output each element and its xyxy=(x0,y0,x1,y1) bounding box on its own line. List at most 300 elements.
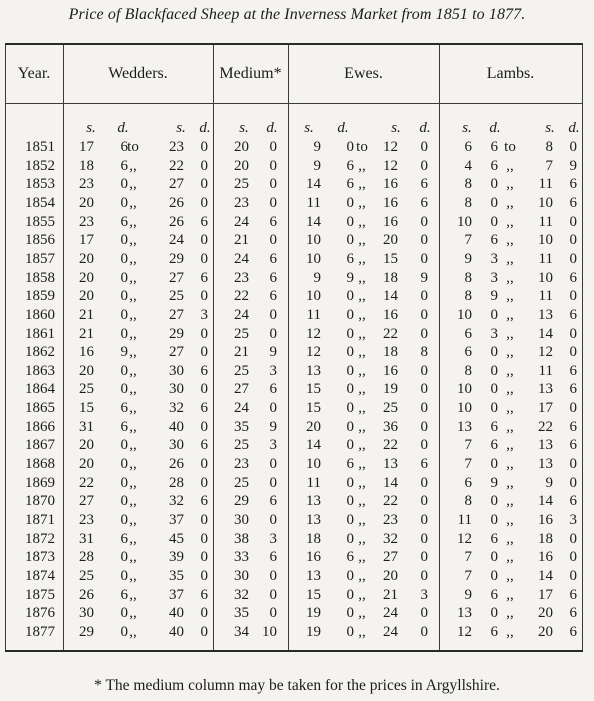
price-cell: 6 xyxy=(200,213,208,230)
price-cell: 0 xyxy=(420,418,428,435)
price-cell: 6 xyxy=(420,194,428,211)
header-rule xyxy=(5,103,583,104)
price-cell: 0 xyxy=(346,418,354,435)
price-cell: 0 xyxy=(420,400,428,417)
year-cell: 1864 xyxy=(25,381,55,398)
unit-shillings: s. xyxy=(86,120,96,136)
price-cell: 10 xyxy=(306,250,321,267)
price-cell: 15 xyxy=(306,381,321,398)
price-cell: 0 xyxy=(420,288,428,305)
ditto-mark: ,, xyxy=(506,213,514,230)
year-cell: 1870 xyxy=(25,493,55,510)
price-cell: 6 xyxy=(200,269,208,286)
ditto-mark: ,, xyxy=(129,194,137,211)
to-connector: to xyxy=(127,139,139,155)
price-cell: 4 xyxy=(464,157,472,174)
price-cell: 0 xyxy=(420,139,428,155)
price-cell: 0 xyxy=(420,512,428,528)
price-cell: 30 xyxy=(234,512,249,528)
price-cell: 23 xyxy=(79,213,94,230)
year-cell: 1858 xyxy=(25,269,55,286)
price-cell: 23 xyxy=(234,456,249,473)
price-cell: 24 xyxy=(383,623,398,640)
ditto-mark: ,, xyxy=(506,549,514,566)
price-cell: 8 xyxy=(464,176,472,193)
price-cell: 3 xyxy=(269,437,277,454)
ditto-mark: ,, xyxy=(129,623,137,640)
price-cell: 0 xyxy=(346,381,354,398)
price-cell: 20 xyxy=(383,232,398,249)
price-cell: 0 xyxy=(569,288,577,305)
price-cell: 0 xyxy=(420,250,428,267)
ditto-mark: ,, xyxy=(129,456,137,473)
price-cell: 10 xyxy=(306,288,321,305)
year-cell: 1877 xyxy=(25,623,55,640)
price-cell: 10 xyxy=(306,456,321,473)
price-cell: 0 xyxy=(420,437,428,454)
ditto-mark: ,, xyxy=(129,288,137,305)
ditto-mark: ,, xyxy=(506,306,514,323)
price-cell: 22 xyxy=(79,474,94,491)
unit-pence: d. xyxy=(419,120,431,136)
price-cell: 40 xyxy=(169,623,184,640)
price-cell: 0 xyxy=(569,250,577,267)
price-cell: 39 xyxy=(169,549,184,566)
price-cell: 6 xyxy=(346,176,354,193)
ditto-mark: ,, xyxy=(129,157,137,174)
price-cell: 6 xyxy=(346,157,354,174)
price-cell: 0 xyxy=(490,306,498,323)
price-cell: 0 xyxy=(569,139,577,155)
price-cell: 6 xyxy=(569,362,577,379)
price-cell: 0 xyxy=(490,194,498,211)
price-cell: 0 xyxy=(120,306,128,323)
year-cell: 1869 xyxy=(25,474,55,491)
ditto-mark: ,, xyxy=(506,362,514,379)
ditto-mark: ,, xyxy=(358,623,366,640)
price-cell: 10 xyxy=(457,381,472,398)
ditto-mark: ,, xyxy=(358,512,366,528)
price-cell: 12 xyxy=(457,623,472,640)
price-cell: 30 xyxy=(169,437,184,454)
price-cell: 0 xyxy=(200,549,208,566)
ditto-mark: ,, xyxy=(358,176,366,193)
ditto-mark: ,, xyxy=(129,306,137,323)
price-cell: 6 xyxy=(569,381,577,398)
price-cell: 19 xyxy=(306,623,321,640)
price-cell: 3 xyxy=(420,586,428,603)
ditto-mark: ,, xyxy=(358,381,366,398)
price-cell: 6 xyxy=(120,157,128,174)
price-cell: 6 xyxy=(120,530,128,547)
price-cell: 12 xyxy=(538,344,553,361)
price-cell: 36 xyxy=(383,418,398,435)
price-cell: 26 xyxy=(169,194,184,211)
price-cell: 6 xyxy=(120,139,128,155)
price-cell: 0 xyxy=(269,325,277,342)
price-cell: 6 xyxy=(420,176,428,193)
price-cell: 27 xyxy=(79,493,94,510)
price-cell: 0 xyxy=(200,176,208,193)
price-cell: 13 xyxy=(306,493,321,510)
price-cell: 0 xyxy=(200,232,208,249)
price-cell: 13 xyxy=(538,306,553,323)
ditto-mark: ,, xyxy=(506,176,514,193)
price-cell: 0 xyxy=(120,623,128,640)
price-cell: 6 xyxy=(269,250,277,267)
price-table xyxy=(5,43,583,652)
price-cell: 40 xyxy=(169,418,184,435)
price-cell: 18 xyxy=(383,344,398,361)
price-cell: 6 xyxy=(346,456,354,473)
price-cell: 0 xyxy=(490,400,498,417)
price-cell: 0 xyxy=(269,400,277,417)
price-cell: 6 xyxy=(569,306,577,323)
price-cell: 8 xyxy=(464,288,472,305)
price-cell: 11 xyxy=(306,194,321,211)
price-cell: 0 xyxy=(569,213,577,230)
price-cell: 13 xyxy=(306,567,321,584)
price-cell: 6 xyxy=(490,232,498,249)
price-cell: 23 xyxy=(169,139,184,155)
ditto-mark: ,, xyxy=(129,213,137,230)
header-lambs: Lambs. xyxy=(486,65,535,82)
price-cell: 13 xyxy=(538,437,553,454)
year-cell: 1862 xyxy=(25,344,55,361)
price-cell: 6 xyxy=(569,493,577,510)
price-cell: 0 xyxy=(120,549,128,566)
price-cell: 37 xyxy=(169,512,184,528)
price-cell: 30 xyxy=(79,605,94,622)
to-connector: to xyxy=(504,139,516,155)
price-cell: 20 xyxy=(538,623,553,640)
price-cell: 22 xyxy=(383,493,398,510)
price-cell: 25 xyxy=(234,362,249,379)
price-cell: 0 xyxy=(346,306,354,323)
price-cell: 3 xyxy=(490,250,498,267)
ditto-mark: ,, xyxy=(506,456,514,473)
price-cell: 0 xyxy=(200,250,208,267)
to-connector: to xyxy=(356,139,368,155)
ditto-mark: ,, xyxy=(358,418,366,435)
price-cell: 9 xyxy=(313,157,321,174)
price-cell: 7 xyxy=(464,437,472,454)
price-cell: 20 xyxy=(79,362,94,379)
price-cell: 0 xyxy=(120,493,128,510)
price-cell: 23 xyxy=(79,176,94,193)
price-cell: 6 xyxy=(200,586,208,603)
ditto-mark: ,, xyxy=(129,586,137,603)
price-cell: 26 xyxy=(169,456,184,473)
ditto-mark: ,, xyxy=(129,400,137,417)
price-cell: 28 xyxy=(169,474,184,491)
year-cell: 1872 xyxy=(25,530,55,547)
price-cell: 0 xyxy=(490,549,498,566)
price-cell: 0 xyxy=(420,567,428,584)
price-cell: 10 xyxy=(306,232,321,249)
price-cell: 0 xyxy=(346,362,354,379)
price-cell: 0 xyxy=(269,232,277,249)
price-cell: 0 xyxy=(269,157,277,174)
price-cell: 13 xyxy=(538,456,553,473)
price-cell: 0 xyxy=(346,586,354,603)
price-cell: 0 xyxy=(346,567,354,584)
price-cell: 6 xyxy=(569,176,577,193)
unit-pence: d. xyxy=(489,120,501,136)
price-cell: 22 xyxy=(538,418,553,435)
price-cell: 6 xyxy=(490,530,498,547)
price-cell: 14 xyxy=(538,325,553,342)
price-cell: 25 xyxy=(234,325,249,342)
price-cell: 0 xyxy=(200,288,208,305)
year-cell: 1863 xyxy=(25,362,55,379)
price-cell: 6 xyxy=(464,325,472,342)
price-cell: 11 xyxy=(538,288,553,305)
price-cell: 30 xyxy=(169,362,184,379)
price-cell: 14 xyxy=(306,176,321,193)
price-cell: 0 xyxy=(269,139,277,155)
year-cell: 1866 xyxy=(25,418,55,435)
price-cell: 0 xyxy=(490,567,498,584)
price-cell: 6 xyxy=(120,586,128,603)
price-cell: 0 xyxy=(490,176,498,193)
price-cell: 22 xyxy=(383,325,398,342)
ditto-mark: ,, xyxy=(506,530,514,547)
price-cell: 8 xyxy=(464,269,472,286)
price-cell: 0 xyxy=(120,194,128,211)
price-cell: 24 xyxy=(234,250,249,267)
price-cell: 32 xyxy=(234,586,249,603)
ditto-mark: ,, xyxy=(129,493,137,510)
price-cell: 18 xyxy=(383,269,398,286)
price-cell: 25 xyxy=(234,474,249,491)
price-cell: 6 xyxy=(200,362,208,379)
ditto-mark: ,, xyxy=(506,194,514,211)
price-cell: 9 xyxy=(569,157,577,174)
price-cell: 0 xyxy=(569,530,577,547)
price-cell: 25 xyxy=(234,176,249,193)
ditto-mark: ,, xyxy=(358,474,366,491)
price-cell: 32 xyxy=(169,400,184,417)
price-cell: 20 xyxy=(306,418,321,435)
ditto-mark: ,, xyxy=(358,344,366,361)
price-cell: 21 xyxy=(79,306,94,323)
ditto-mark: ,, xyxy=(129,418,137,435)
price-cell: 0 xyxy=(269,605,277,622)
ditto-mark: ,, xyxy=(129,176,137,193)
price-cell: 0 xyxy=(200,605,208,622)
price-cell: 20 xyxy=(79,456,94,473)
price-cell: 6 xyxy=(464,139,472,155)
price-cell: 13 xyxy=(457,605,472,622)
price-cell: 23 xyxy=(234,194,249,211)
price-cell: 27 xyxy=(169,344,184,361)
ditto-mark: ,, xyxy=(506,567,514,584)
price-cell: 6 xyxy=(200,437,208,454)
price-cell: 37 xyxy=(169,586,184,603)
price-cell: 22 xyxy=(169,157,184,174)
price-cell: 23 xyxy=(234,269,249,286)
year-cell: 1871 xyxy=(25,512,55,528)
price-cell: 22 xyxy=(234,288,249,305)
ditto-mark: ,, xyxy=(129,512,137,528)
price-cell: 3 xyxy=(269,530,277,547)
ditto-mark: ,, xyxy=(506,250,514,267)
ditto-mark: ,, xyxy=(506,325,514,342)
ditto-mark: ,, xyxy=(129,325,137,342)
price-cell: 0 xyxy=(420,362,428,379)
price-cell: 11 xyxy=(306,306,321,323)
ditto-mark: ,, xyxy=(129,530,137,547)
unit-shillings: s. xyxy=(545,120,555,136)
price-cell: 0 xyxy=(420,381,428,398)
unit-shillings: s. xyxy=(462,120,472,136)
year-cell: 1861 xyxy=(25,325,55,342)
price-cell: 10 xyxy=(457,213,472,230)
price-cell: 0 xyxy=(269,586,277,603)
price-cell: 0 xyxy=(120,567,128,584)
price-cell: 0 xyxy=(120,437,128,454)
price-cell: 0 xyxy=(490,493,498,510)
price-cell: 24 xyxy=(169,232,184,249)
ditto-mark: ,, xyxy=(129,474,137,491)
price-cell: 20 xyxy=(383,567,398,584)
price-cell: 0 xyxy=(420,493,428,510)
price-cell: 11 xyxy=(538,250,553,267)
price-cell: 8 xyxy=(545,139,553,155)
price-cell: 0 xyxy=(346,474,354,491)
price-cell: 0 xyxy=(346,605,354,622)
price-cell: 20 xyxy=(234,157,249,174)
price-cell: 0 xyxy=(346,232,354,249)
price-cell: 11 xyxy=(457,512,472,528)
price-cell: 15 xyxy=(383,250,398,267)
unit-pence: d. xyxy=(199,120,211,136)
price-cell: 0 xyxy=(420,157,428,174)
price-cell: 6 xyxy=(569,586,577,603)
ditto-mark: ,, xyxy=(358,250,366,267)
ditto-mark: ,, xyxy=(358,157,366,174)
price-cell: 7 xyxy=(464,549,472,566)
price-cell: 6 xyxy=(490,437,498,454)
ditto-mark: ,, xyxy=(506,288,514,305)
price-cell: 6 xyxy=(569,418,577,435)
price-cell: 0 xyxy=(346,623,354,640)
price-cell: 6 xyxy=(120,213,128,230)
price-cell: 0 xyxy=(420,605,428,622)
price-cell: 0 xyxy=(120,512,128,528)
price-cell: 8 xyxy=(464,493,472,510)
price-cell: 6 xyxy=(569,605,577,622)
price-cell: 0 xyxy=(200,530,208,547)
ditto-mark: ,, xyxy=(358,325,366,342)
table-title: Price of Blackfaced Sheep at the Inverness Market from 1851 to 1877. xyxy=(68,6,526,23)
price-cell: 16 xyxy=(538,512,553,528)
price-cell: 12 xyxy=(306,344,321,361)
price-cell: 6 xyxy=(346,549,354,566)
ditto-mark: ,, xyxy=(129,344,137,361)
price-cell: 21 xyxy=(79,325,94,342)
price-cell: 9 xyxy=(464,586,472,603)
price-cell: 0 xyxy=(120,605,128,622)
ditto-mark: ,, xyxy=(129,381,137,398)
ditto-mark: ,, xyxy=(358,437,366,454)
price-cell: 25 xyxy=(234,437,249,454)
year-cell: 1852 xyxy=(25,157,55,174)
price-cell: 14 xyxy=(306,437,321,454)
ditto-mark: ,, xyxy=(358,530,366,547)
price-cell: 16 xyxy=(306,549,321,566)
ditto-mark: ,, xyxy=(129,567,137,584)
price-cell: 12 xyxy=(383,139,398,155)
price-cell: 14 xyxy=(383,474,398,491)
price-cell: 6 xyxy=(269,269,277,286)
price-cell: 6 xyxy=(120,418,128,435)
price-cell: 0 xyxy=(569,549,577,566)
price-cell: 0 xyxy=(490,362,498,379)
price-cell: 0 xyxy=(569,400,577,417)
year-cell: 1873 xyxy=(25,549,55,566)
price-cell: 18 xyxy=(79,157,94,174)
column-divider xyxy=(5,45,6,650)
year-cell: 1875 xyxy=(25,586,55,603)
header-ewes: Ewes. xyxy=(344,65,383,82)
price-cell: 14 xyxy=(538,567,553,584)
price-cell: 25 xyxy=(79,381,94,398)
price-cell: 6 xyxy=(269,288,277,305)
price-cell: 24 xyxy=(234,400,249,417)
price-cell: 21 xyxy=(234,344,249,361)
price-cell: 30 xyxy=(234,567,249,584)
ditto-mark: ,, xyxy=(506,418,514,435)
price-cell: 0 xyxy=(200,474,208,491)
price-cell: 12 xyxy=(383,157,398,174)
price-cell: 0 xyxy=(569,567,577,584)
price-cell: 16 xyxy=(79,344,94,361)
price-cell: 32 xyxy=(169,493,184,510)
price-cell: 27 xyxy=(234,381,249,398)
ditto-mark: ,, xyxy=(358,586,366,603)
price-cell: 0 xyxy=(490,213,498,230)
column-divider xyxy=(582,45,583,650)
ditto-mark: ,, xyxy=(506,381,514,398)
price-cell: 26 xyxy=(79,586,94,603)
price-cell: 0 xyxy=(569,344,577,361)
price-cell: 11 xyxy=(538,176,553,193)
price-cell: 9 xyxy=(545,474,553,491)
price-cell: 40 xyxy=(169,605,184,622)
price-cell: 20 xyxy=(79,194,94,211)
ditto-mark: ,, xyxy=(506,493,514,510)
price-cell: 6 xyxy=(490,623,498,640)
price-cell: 0 xyxy=(490,344,498,361)
ditto-mark: ,, xyxy=(129,232,137,249)
price-cell: 31 xyxy=(79,530,94,547)
ditto-mark: ,, xyxy=(358,194,366,211)
price-cell: 3 xyxy=(490,269,498,286)
ditto-mark: ,, xyxy=(358,400,366,417)
price-cell: 31 xyxy=(79,418,94,435)
price-cell: 6 xyxy=(569,623,577,640)
price-cell: 0 xyxy=(420,530,428,547)
price-cell: 21 xyxy=(234,232,249,249)
price-cell: 9 xyxy=(490,288,498,305)
ditto-mark: ,, xyxy=(506,586,514,603)
price-cell: 14 xyxy=(383,288,398,305)
price-cell: 11 xyxy=(306,474,321,491)
price-cell: 35 xyxy=(234,605,249,622)
price-cell: 20 xyxy=(79,288,94,305)
